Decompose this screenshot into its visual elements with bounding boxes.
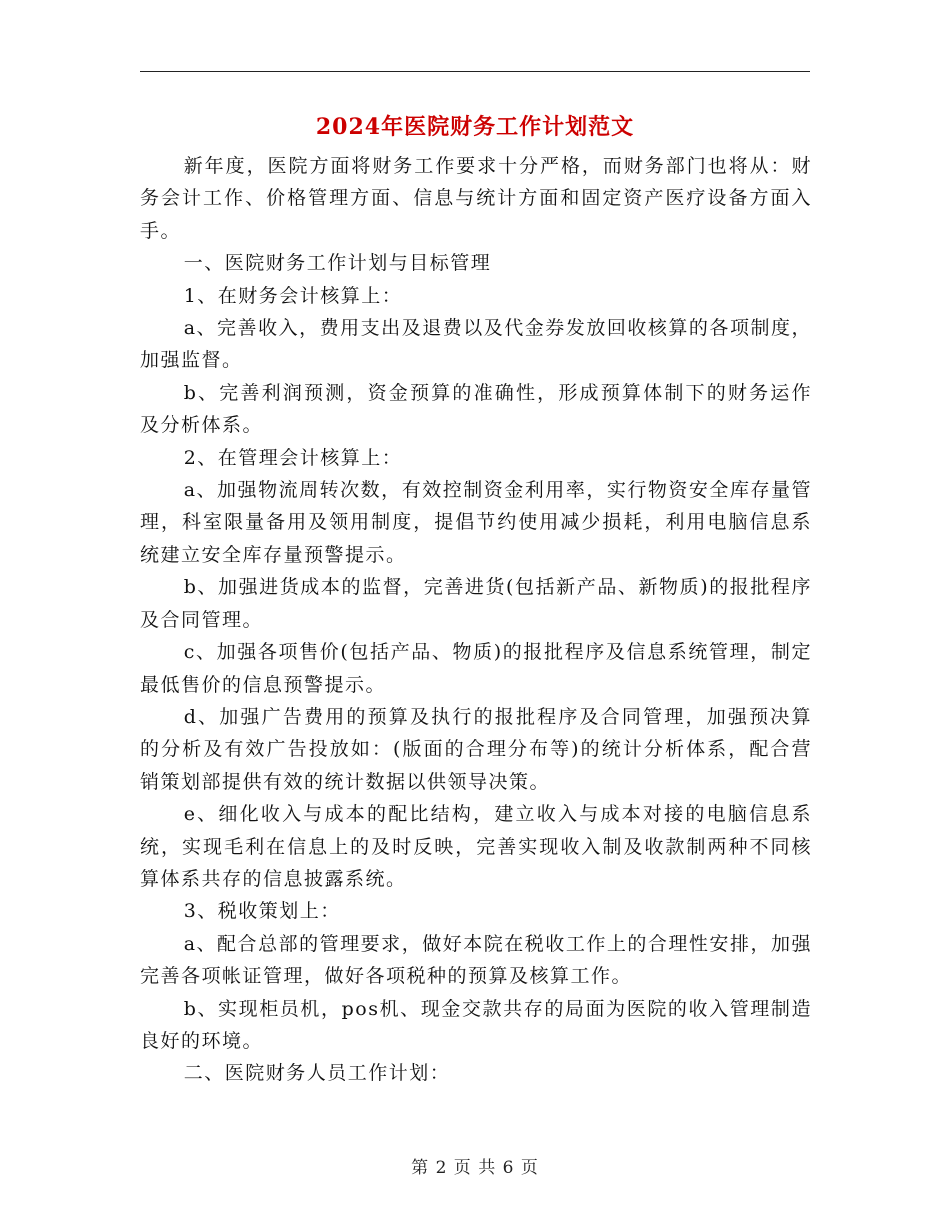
page-footer: 第 2 页 共 6 页 (411, 1158, 539, 1178)
paragraph: 一、医院财务工作计划与目标管理 (183, 252, 492, 275)
paragraph: a、配合总部的管理要求，做好本院在税收工作上的合理性安排，加强完善各项帐证管理，做好各项税种的预算及核算工作。 (140, 932, 812, 988)
paragraph: b、完善利润预测，资金预算的准确性，形成预算体制下的财务运作及分析体系。 (140, 381, 812, 437)
paragraph: b、加强进货成本的监督，完善进货(包括新产品、新物质)的报批程序及合同管理。 (140, 576, 812, 631)
paragraph: b、实现柜员机，pos机、现金交款共存的局面为医院的收入管理制造良好的环境。 (140, 997, 812, 1052)
document-body (140, 150, 812, 1090)
paragraph: a、加强物流周转次数，有效控制资金利用率，实行物资安全库存量管理，科室限量备用及领用制度，提倡节约使用减少损耗，利用电脑信息系统建立安全库存量预警提示。 (140, 479, 812, 566)
paragraph: 新年度，医院方面将财务工作要求十分严格，而财务部门也将从：财务会计工作、价格管理方面、信息与统计方面和固定资产医疗设备方面入手。 (140, 155, 812, 242)
paragraph: 二、医院财务人员工作计划： (183, 1062, 451, 1085)
paragraph: 2、在管理会计核算上： (183, 446, 403, 469)
paragraph: c、加强各项售价(包括产品、物质)的报批程序及信息系统管理，制定最低售价的信息预警提示。 (140, 641, 812, 696)
paragraph: 1、在财务会计核算上： (183, 284, 403, 307)
paragraph: 3、税收策划上： (183, 900, 341, 923)
paragraph: d、加强广告费用的预算及执行的报批程序及合同管理，加强预决算的分析及有效广告投放如：(版面的合理分布等)的统计分析体系，配合营销策划部提供有效的统计数据以供领导决策。 (140, 705, 812, 793)
document-title: 2024年医院财务工作计划范文 (315, 114, 635, 140)
paragraph: a、完善收入，费用支出及退费以及代金券发放回收核算的各项制度，加强监督。 (140, 317, 812, 372)
paragraph: e、细化收入与成本的配比结构，建立收入与成本对接的电脑信息系统，实现毛利在信息上的及时反映，完善实现收入制及收款制两种不同核算体系共存的信息披露系统。 (140, 803, 812, 890)
header-rule (140, 71, 810, 72)
